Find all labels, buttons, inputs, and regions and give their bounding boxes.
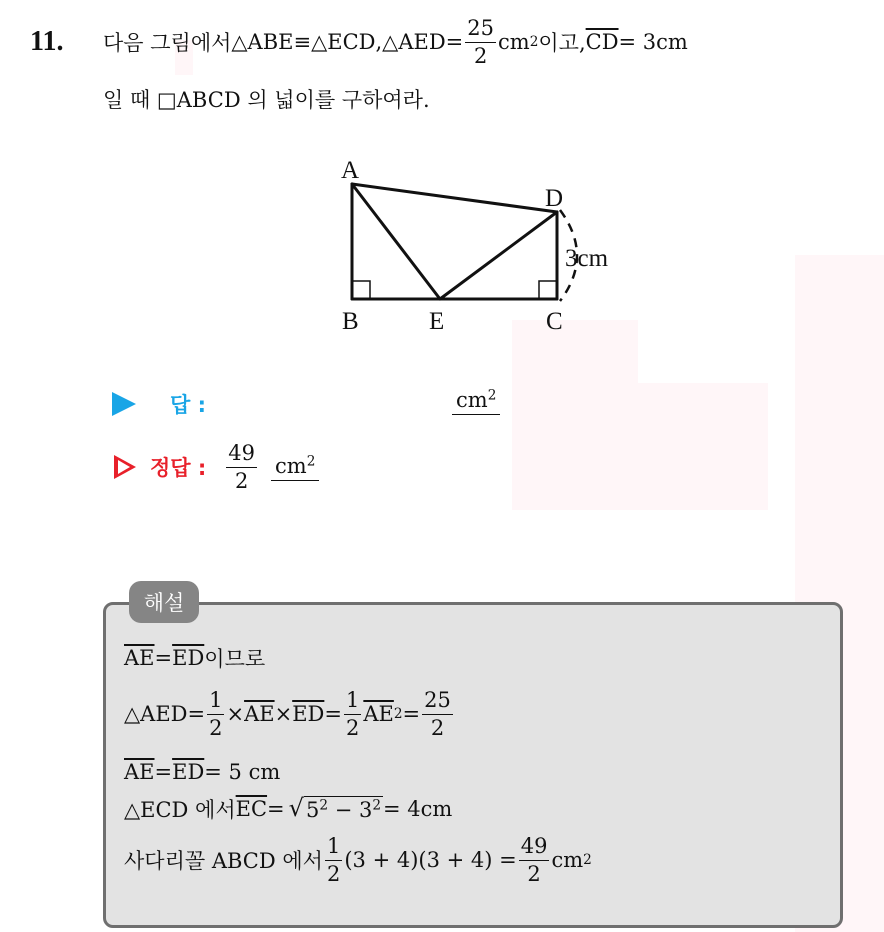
- numerator: 1: [325, 836, 342, 861]
- triangle-aed: △AED: [124, 702, 188, 726]
- area-numerator: 25: [465, 18, 496, 43]
- correct-label: 정답 :: [150, 456, 207, 480]
- seg-ed: $\overline{ED}$: [292, 702, 325, 726]
- area-expression: (3 + 4)(3 + 4) =: [344, 848, 517, 872]
- seg-ae: $\overline{AE}$: [124, 760, 155, 784]
- solution-line-2: △AED = $\frac{1}{2}$ × $\overline{AE}$ × $\overline{ED}$ = $\frac{1}{2}$ $\overline{AE}$ 2 = $\frac{25}{2}$: [124, 687, 451, 740]
- right-angle-c: [539, 281, 557, 299]
- equals: =: [267, 797, 285, 821]
- times: ×: [226, 702, 245, 726]
- correct-unit: $cm^2$: [271, 454, 319, 481]
- triangle-ecd-text: △ECD 에서: [124, 798, 236, 822]
- right-angle-b: [352, 281, 370, 299]
- seg-ec: $\overline{EC}$: [235, 797, 268, 821]
- numerator: 1: [344, 690, 361, 715]
- segment-cd: $\overline{CD}$: [585, 30, 619, 54]
- denominator: 2: [345, 715, 360, 740]
- equals: =: [445, 30, 464, 54]
- area-denominator: 2: [473, 43, 488, 68]
- label-d: D: [545, 185, 564, 212]
- background-tint: [638, 383, 768, 510]
- result-fraction: [422, 687, 453, 740]
- question-line-2: 일 때 □ABCD 의 넓이를 구하여라.: [103, 88, 430, 112]
- question-connector: 이고,: [538, 31, 586, 55]
- question-prefix: 다음 그림에서: [103, 31, 232, 55]
- trapezoid-text: 사다리꼴 ABCD 에서: [124, 849, 323, 873]
- label-length: 3cm: [565, 245, 609, 272]
- numerator: 1: [207, 690, 224, 715]
- equals: =: [324, 702, 342, 726]
- answer-arrow-icon: [112, 392, 136, 416]
- final-fraction: [519, 833, 550, 886]
- square-root: [289, 796, 383, 822]
- solution-text: 이므로: [204, 647, 266, 671]
- geometry-figure: [330, 150, 640, 340]
- correct-answer-row: [112, 437, 319, 497]
- seg-ae: $\overline{AE}$: [244, 702, 275, 726]
- triangle-aed: △AED: [382, 30, 446, 54]
- seg-ae-squared: $\overline{AE}$: [363, 702, 394, 726]
- label-b: B: [342, 308, 359, 335]
- equals: =: [187, 702, 206, 726]
- triangle-ecd: △ECD: [311, 30, 376, 54]
- area-unit: cm: [498, 30, 530, 54]
- answer-row: [112, 389, 206, 419]
- solution-line-1: [124, 642, 265, 674]
- area-fraction: [465, 15, 496, 68]
- background-tint: [512, 320, 638, 510]
- answer-label: 답 :: [170, 393, 206, 417]
- solution-line-5: 사다리꼴 ABCD 에서 $\frac{1}{2}$ (3 + 4)(3 + 4) = $\frac{49}{2}$ cm 2: [124, 833, 592, 886]
- question-line-1: 다음 그림에서 △ABE ≡ △ECD , △AED = $\frac{25}{2}$ cm 2 이고, $\overline{CD}$ = 3cm: [103, 15, 688, 68]
- denominator: 2: [209, 715, 223, 740]
- answer-unit: $cm^2$: [452, 388, 500, 415]
- segment-ad: [352, 184, 557, 212]
- equals: =: [154, 646, 173, 670]
- correct-denominator: 2: [234, 468, 249, 493]
- denominator: 2: [430, 715, 445, 740]
- times: ×: [274, 702, 293, 726]
- label-c: C: [546, 308, 563, 335]
- length-value: = 5 cm: [204, 760, 281, 784]
- correct-arrow-icon: [114, 455, 136, 479]
- seg-ed: $\overline{ED}$: [172, 646, 205, 670]
- radicand: $5^2 - 3^2$: [305, 797, 382, 822]
- correct-fraction: [226, 440, 257, 493]
- answer-field[interactable]: [452, 388, 500, 412]
- comma: ,: [375, 30, 383, 54]
- ec-result: = 4cm: [383, 797, 453, 821]
- solution-line-3: [124, 756, 280, 788]
- label-a: A: [341, 157, 360, 184]
- half-fraction: [207, 687, 224, 740]
- denominator: 2: [326, 861, 341, 886]
- label-e: E: [429, 308, 445, 335]
- equals: =: [402, 702, 421, 726]
- congruent-sign: ≡: [293, 30, 312, 54]
- question-number: 11.: [30, 26, 64, 57]
- solution-line-4: [124, 792, 452, 826]
- numerator: 25: [422, 690, 453, 715]
- solution-tab: 해설: [129, 581, 199, 623]
- final-unit: cm: [551, 848, 584, 872]
- cd-value: = 3cm: [618, 30, 688, 54]
- radical-sign: √: [288, 794, 304, 822]
- correct-numerator: 49: [226, 443, 257, 468]
- seg-ae: $\overline{AE}$: [124, 646, 155, 670]
- triangle-abe: △ABE: [231, 30, 294, 54]
- half-fraction-2: [344, 687, 361, 740]
- equals: =: [154, 760, 173, 784]
- half-fraction: [325, 833, 342, 886]
- seg-ed: $\overline{ED}$: [172, 760, 205, 784]
- numerator: 49: [519, 836, 550, 861]
- denominator: 2: [527, 861, 541, 886]
